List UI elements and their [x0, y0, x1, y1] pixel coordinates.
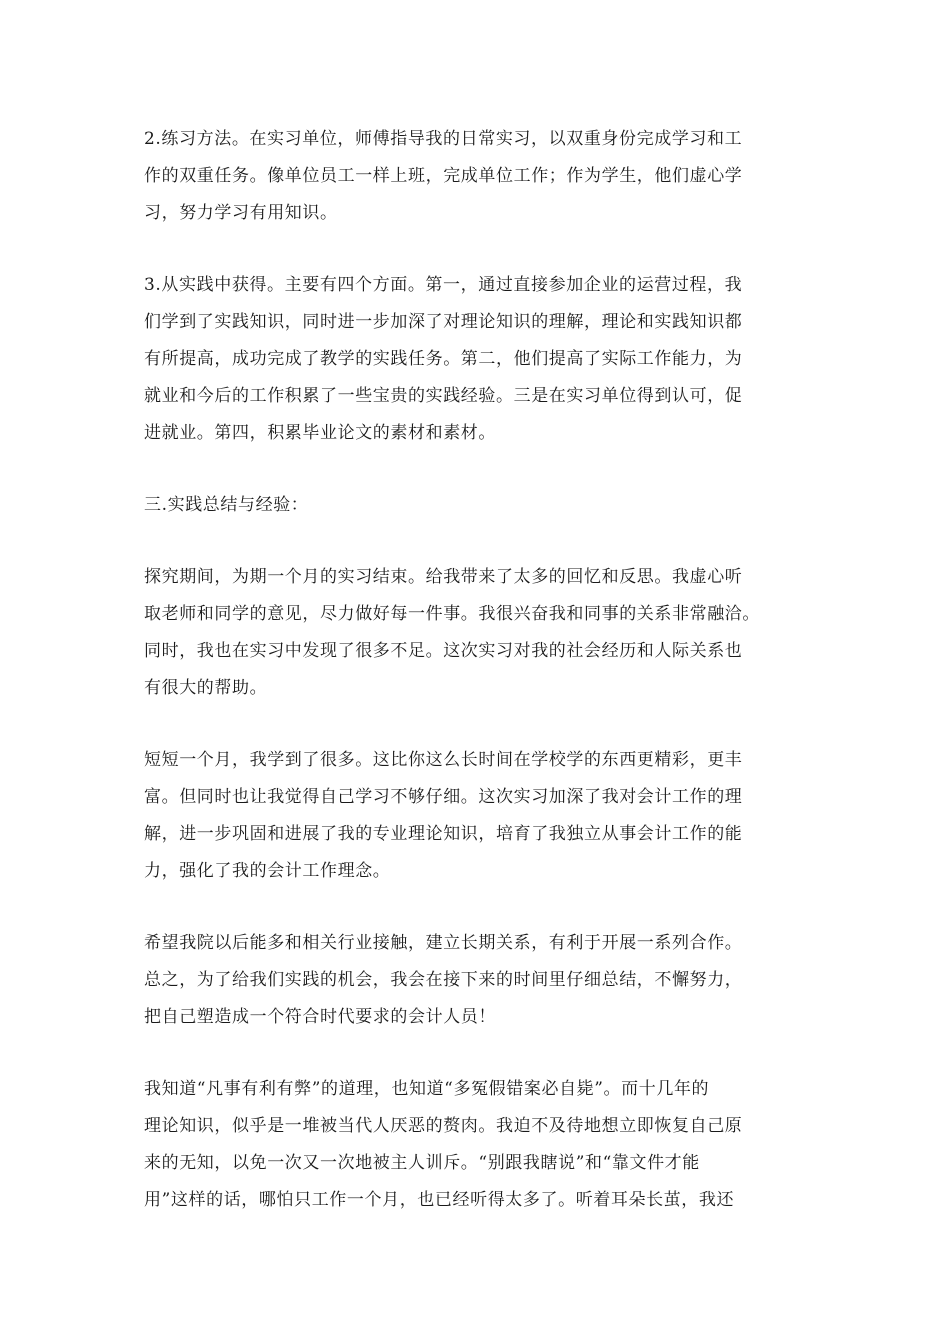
text-line: 3.从实践中获得。主要有四个方面。第一，通过直接参加企业的运营过程，我 [144, 275, 743, 295]
text-line: 总之，为了给我们实践的机会，我会在接下来的时间里仔细总结，不懈努力， [144, 970, 743, 990]
text-line: 我知道“凡事有利有弊”的道理，也知道“多冤假错案必自毙”。而十几年的 [144, 1079, 710, 1099]
text-line: 把自己塑造成一个符合时代要求的会计人员！ [144, 1007, 496, 1027]
document-body [144, 121, 810, 1219]
text-line: 取老师和同学的意见，尽力做好每一件事。我很兴奋我和同事的关系非常融洽。 [144, 604, 760, 624]
text-line: 有所提高，成功完成了教学的实践任务。第二，他们提高了实际工作能力，为 [144, 349, 743, 369]
text-line: 就业和今后的工作积累了一些宝贵的实践经验。三是在实习单位得到认可，促 [144, 386, 743, 406]
paragraph-spacer [144, 1036, 810, 1071]
text-line: 同时，我也在实习中发现了很多不足。这次实习对我的社会经历和人际关系也 [144, 641, 743, 661]
text-line: 们学到了实践知识，同时进一步加深了对理论知识的理解，理论和实践知识都 [144, 312, 743, 332]
text-line: 希望我院以后能多和相关行业接触，建立长期关系，有利于开展一系列合作。 [144, 933, 743, 953]
text-line: 进就业。第四，积累毕业论文的素材和素材。 [144, 423, 496, 443]
text-line: 短短一个月，我学到了很多。这比你这么长时间在学校学的东西更精彩，更丰 [144, 750, 743, 770]
text-line: 力，强化了我的会计工作理念。 [144, 861, 391, 881]
section-heading-summary [144, 487, 810, 524]
text-line: 作的双重任务。像单位员工一样上班，完成单位工作；作为学生，他们虚心学 [144, 166, 743, 186]
paragraph-spacer [144, 232, 810, 267]
text-line: 习，努力学习有用知识。 [144, 203, 338, 223]
text-line: 有很大的帮助。 [144, 678, 268, 698]
text-line: 理论知识，似乎是一堆被当代人厌恶的赘肉。我迫不及待地想立即恢复自己原 [144, 1116, 743, 1136]
paragraph-practice-method [144, 121, 810, 232]
paragraph-internship-end [144, 559, 810, 707]
paragraph-hope [144, 925, 810, 1036]
paragraph-spacer [144, 890, 810, 925]
text-line: 解，进一步巩固和进展了我的专业理论知识，培育了我独立从事会计工作的能 [144, 824, 743, 844]
text-line: 用”这样的话，哪怕只工作一个月，也已经听得太多了。听着耳朵长茧，我还 [144, 1190, 735, 1210]
paragraph-practice-gains [144, 267, 810, 452]
paragraph-reflection [144, 1071, 810, 1219]
text-line: 来的无知，以免一次又一次地被主人训斥。“别跟我瞎说”和“靠文件才能 [144, 1153, 700, 1173]
text-line: 三.实践总结与经验： [144, 495, 309, 515]
paragraph-one-month [144, 742, 810, 890]
text-line: 探究期间，为期一个月的实习结束。给我带来了太多的回忆和反思。我虚心听 [144, 567, 743, 587]
text-line: 富。但同时也让我觉得自己学习不够仔细。这次实习加深了我对会计工作的理 [144, 787, 743, 807]
paragraph-spacer [144, 452, 810, 487]
paragraph-spacer [144, 707, 810, 742]
paragraph-spacer [144, 524, 810, 559]
text-line: 2.练习方法。在实习单位，师傅指导我的日常实习，以双重身份完成学习和工 [144, 129, 743, 149]
